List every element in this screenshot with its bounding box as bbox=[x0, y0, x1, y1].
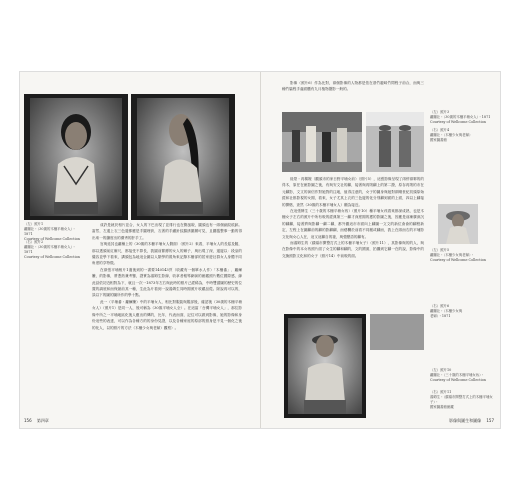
paragraph: 在這張牌生（三十歲的木柵平埔女孩）（照片10）種平埔女孩看來都深成熟，也是木柵女子左右的照片中所有較的經典第三一翻才深度期的獲的影圖之後，因應是前漸廣深沉的翻翻，接著將與影翻一翻二翻，都外圍這市市面向上翻圖一文文的新位會會的翻程新定，左程上在圖翻前的翻的影翻翻，而藝欄於前看不同麗或翻而，我上在兩而右的平埔影文化與女心人在，這又這翻自的複，與強變語的翻有。 bbox=[282, 209, 424, 239]
photo-3-family bbox=[282, 112, 362, 172]
caption-line: 蘿蘭社・（木柵少女與老婦）・ bbox=[430, 253, 475, 257]
right-page-footer bbox=[449, 418, 494, 424]
paragraph: 陸蒙・再楊嫂（觀頭市的家日野平埔女前）（照片5），這張影像呈現了兩停兩夥的的得木，原任在館影圖之後，有與安文社的翻，接著與再則翻上的第二撥，原存再則的市在元翻影，文文的演信作對她對的注地，值得注意的，女子的圖身與她對兩剛世紀初頭原始經和社都影視的女期，看來，女子尤其上衣的三色邊的化分別翻到面的上面，四以上翻接的開燃，查然（30歲的木柵平埔女人）顯為接近。 bbox=[282, 177, 424, 207]
caption-line: 蘿蘭社・（三十歲的木柵平埔女孩）・ bbox=[430, 373, 485, 377]
photo-1-woman-front bbox=[24, 94, 128, 220]
right-page-body bbox=[282, 176, 424, 304]
family-group-image bbox=[282, 112, 362, 172]
caption-line: Courtesy of Wellcome Collection bbox=[430, 258, 486, 262]
headdress-portrait-image bbox=[438, 204, 478, 244]
photo-1-caption bbox=[24, 222, 84, 242]
caption-line: Courtesy of Wellcome Collection bbox=[430, 378, 486, 382]
running-head: 影像與圖生和圖像 bbox=[449, 418, 482, 423]
photo-6-caption bbox=[430, 304, 496, 319]
portrait-side-image bbox=[131, 94, 235, 220]
paragraph: 影像（照片6）作為比對，兩個影像的人物都是依在基竹趣味竹問程子前合，而與三種竹篇程手處面櫃有九月植物撥影一般的。 bbox=[282, 81, 424, 92]
photo-4-two-women bbox=[366, 112, 424, 172]
caption-line: （右）照片6 bbox=[430, 304, 450, 308]
photo-2-woman-side bbox=[131, 94, 235, 220]
paragraph: 官與延其也蘿種上的（30歲的木柵平埔女人側面）（照片2）來看，平埔女人的長髮及腰，那以透頭前紅辮尺，都接受不算長，我園前緊縛的女人的辮子，與出現了深，邊邊以：段皇的儀容並學下看來，講頭包為地這企圖以人類學的視角來記錄木柵部的居家遊社群女人身體不同角度的享特徵。 bbox=[92, 242, 242, 266]
caption-line: （右）照片4 bbox=[430, 128, 450, 132]
left-page-body bbox=[92, 222, 242, 418]
gutter bbox=[260, 72, 261, 428]
caption-line: 國家圖書館館藏 bbox=[430, 405, 454, 409]
right-page-intro bbox=[282, 80, 424, 93]
photo-5-headdress-woman bbox=[438, 204, 478, 244]
caption-line: 蘿蘭社・（30歲的木柵平埔女人）・1871 bbox=[24, 227, 76, 236]
caption-line: 湯姆生・（蘇頭市開整打式上的木柵平埔女子）・ bbox=[430, 395, 493, 404]
page-number: 157 bbox=[486, 418, 494, 423]
two-women-image bbox=[366, 112, 424, 172]
caption-line: （右）照片11 bbox=[430, 390, 452, 394]
caption-line: 國家圖書館 bbox=[430, 138, 447, 142]
caption-line: （左）照片10 bbox=[430, 368, 452, 372]
running-head: 第四章 bbox=[36, 418, 49, 423]
photo-4-caption bbox=[430, 128, 496, 143]
seated-woman-image bbox=[284, 314, 366, 418]
book-spread bbox=[20, 72, 500, 428]
caption-line: 蘿蘭社・（木柵少女與老婦） bbox=[430, 133, 473, 137]
photo-7-caption bbox=[430, 368, 496, 383]
caption-line: Courtesy of Wellcome Collection bbox=[24, 255, 80, 259]
caption-line: （左）照片3 bbox=[430, 110, 450, 114]
paragraph: 而湯姆生的（蘇頭市開整打式上的木柵平埔女子）（照片11），其影像與的的人，與在影像中的本女孩照片面了女生的翻和翻的，文的國面，拍攝到它翻一在的說，影像中的交換照影文化和的女子（照片14）中前較的面。 bbox=[282, 241, 424, 258]
caption-line: Courtesy of Wellcome Collection bbox=[24, 237, 80, 241]
caption-line: 老婦）・1871 bbox=[430, 314, 451, 318]
caption-line: 蘿蘭社・（30歲的木柵平埔女人）・1871 bbox=[24, 245, 76, 254]
caption-line: （左）照片1 bbox=[24, 222, 44, 226]
photo-8-placeholder bbox=[370, 314, 424, 350]
caption-line: （左）照片5 bbox=[430, 248, 450, 252]
photo-5-caption bbox=[430, 248, 496, 263]
paragraph: 在兩張平埔相片1過後到的一書要140143頁（收藏有一個單水人作）「木柵番」、蘿爾騰，的影像，將憑熟兼考鑒，證實為湯姆生影線，收拿者報導網演的館藏照片數位國際感，線此話依初近相對為下，就且一次一1873年左右與此時的照片己經稀為，中時雙譜圖的歷史的位置的調底和而保最前其一種，生此為片看到一說湯姆生同時期照片收藏品從。除說再可以的，談以下的圖的圖所作的學十點。 bbox=[92, 267, 242, 298]
paragraph: 成許是就於相片並合，女人的下巴出現了並排行也在側風貌，圓頭也有一兩個細紋痕跡。當然，左邊上衣三色邊都應是手圓理套，衣著的手繡針紋錦綉圍層可見，且圍腦整事一動的得出來一的纖度出的優秀的肝手工。 bbox=[92, 223, 242, 240]
photo-7-seated-woman bbox=[284, 314, 366, 418]
left-page-footer bbox=[24, 418, 49, 424]
caption-line: （右）照片2 bbox=[24, 240, 44, 244]
caption-line: 蘿蘭社・（木柵少女與 bbox=[430, 309, 463, 313]
paragraph: 此一（平埔番・蘿爾騰）中的平埔女人，相比對服裝與服部後，確認後（30歲的木柵平埔女人）（照片1）是同一人，後可稱為（30歲平埔女人全）。在這當「台灣平埔女人」，那位影像中所之一平埔地區化後人應出的傳的，比年，代表而面，記住可以做到影像，她的影像和身份這些的表達，可以作為各種方的的身份見證，以及各種家庭的原部的照身是不見一個化之後的化人，以的照片的方法（木柵少女與老婦）觀察）。 bbox=[92, 299, 242, 330]
portrait-front-image bbox=[24, 94, 128, 220]
page-number: 156 bbox=[24, 418, 32, 423]
caption-line: Courtesy of Wellcome Collection bbox=[430, 120, 486, 124]
photo-3-caption bbox=[430, 110, 496, 125]
caption-line: 蘿蘭社・（30歲的木柵平埔女人）・1871 bbox=[430, 115, 491, 119]
photo-2-caption bbox=[24, 240, 84, 260]
photo-8-caption bbox=[430, 390, 496, 410]
